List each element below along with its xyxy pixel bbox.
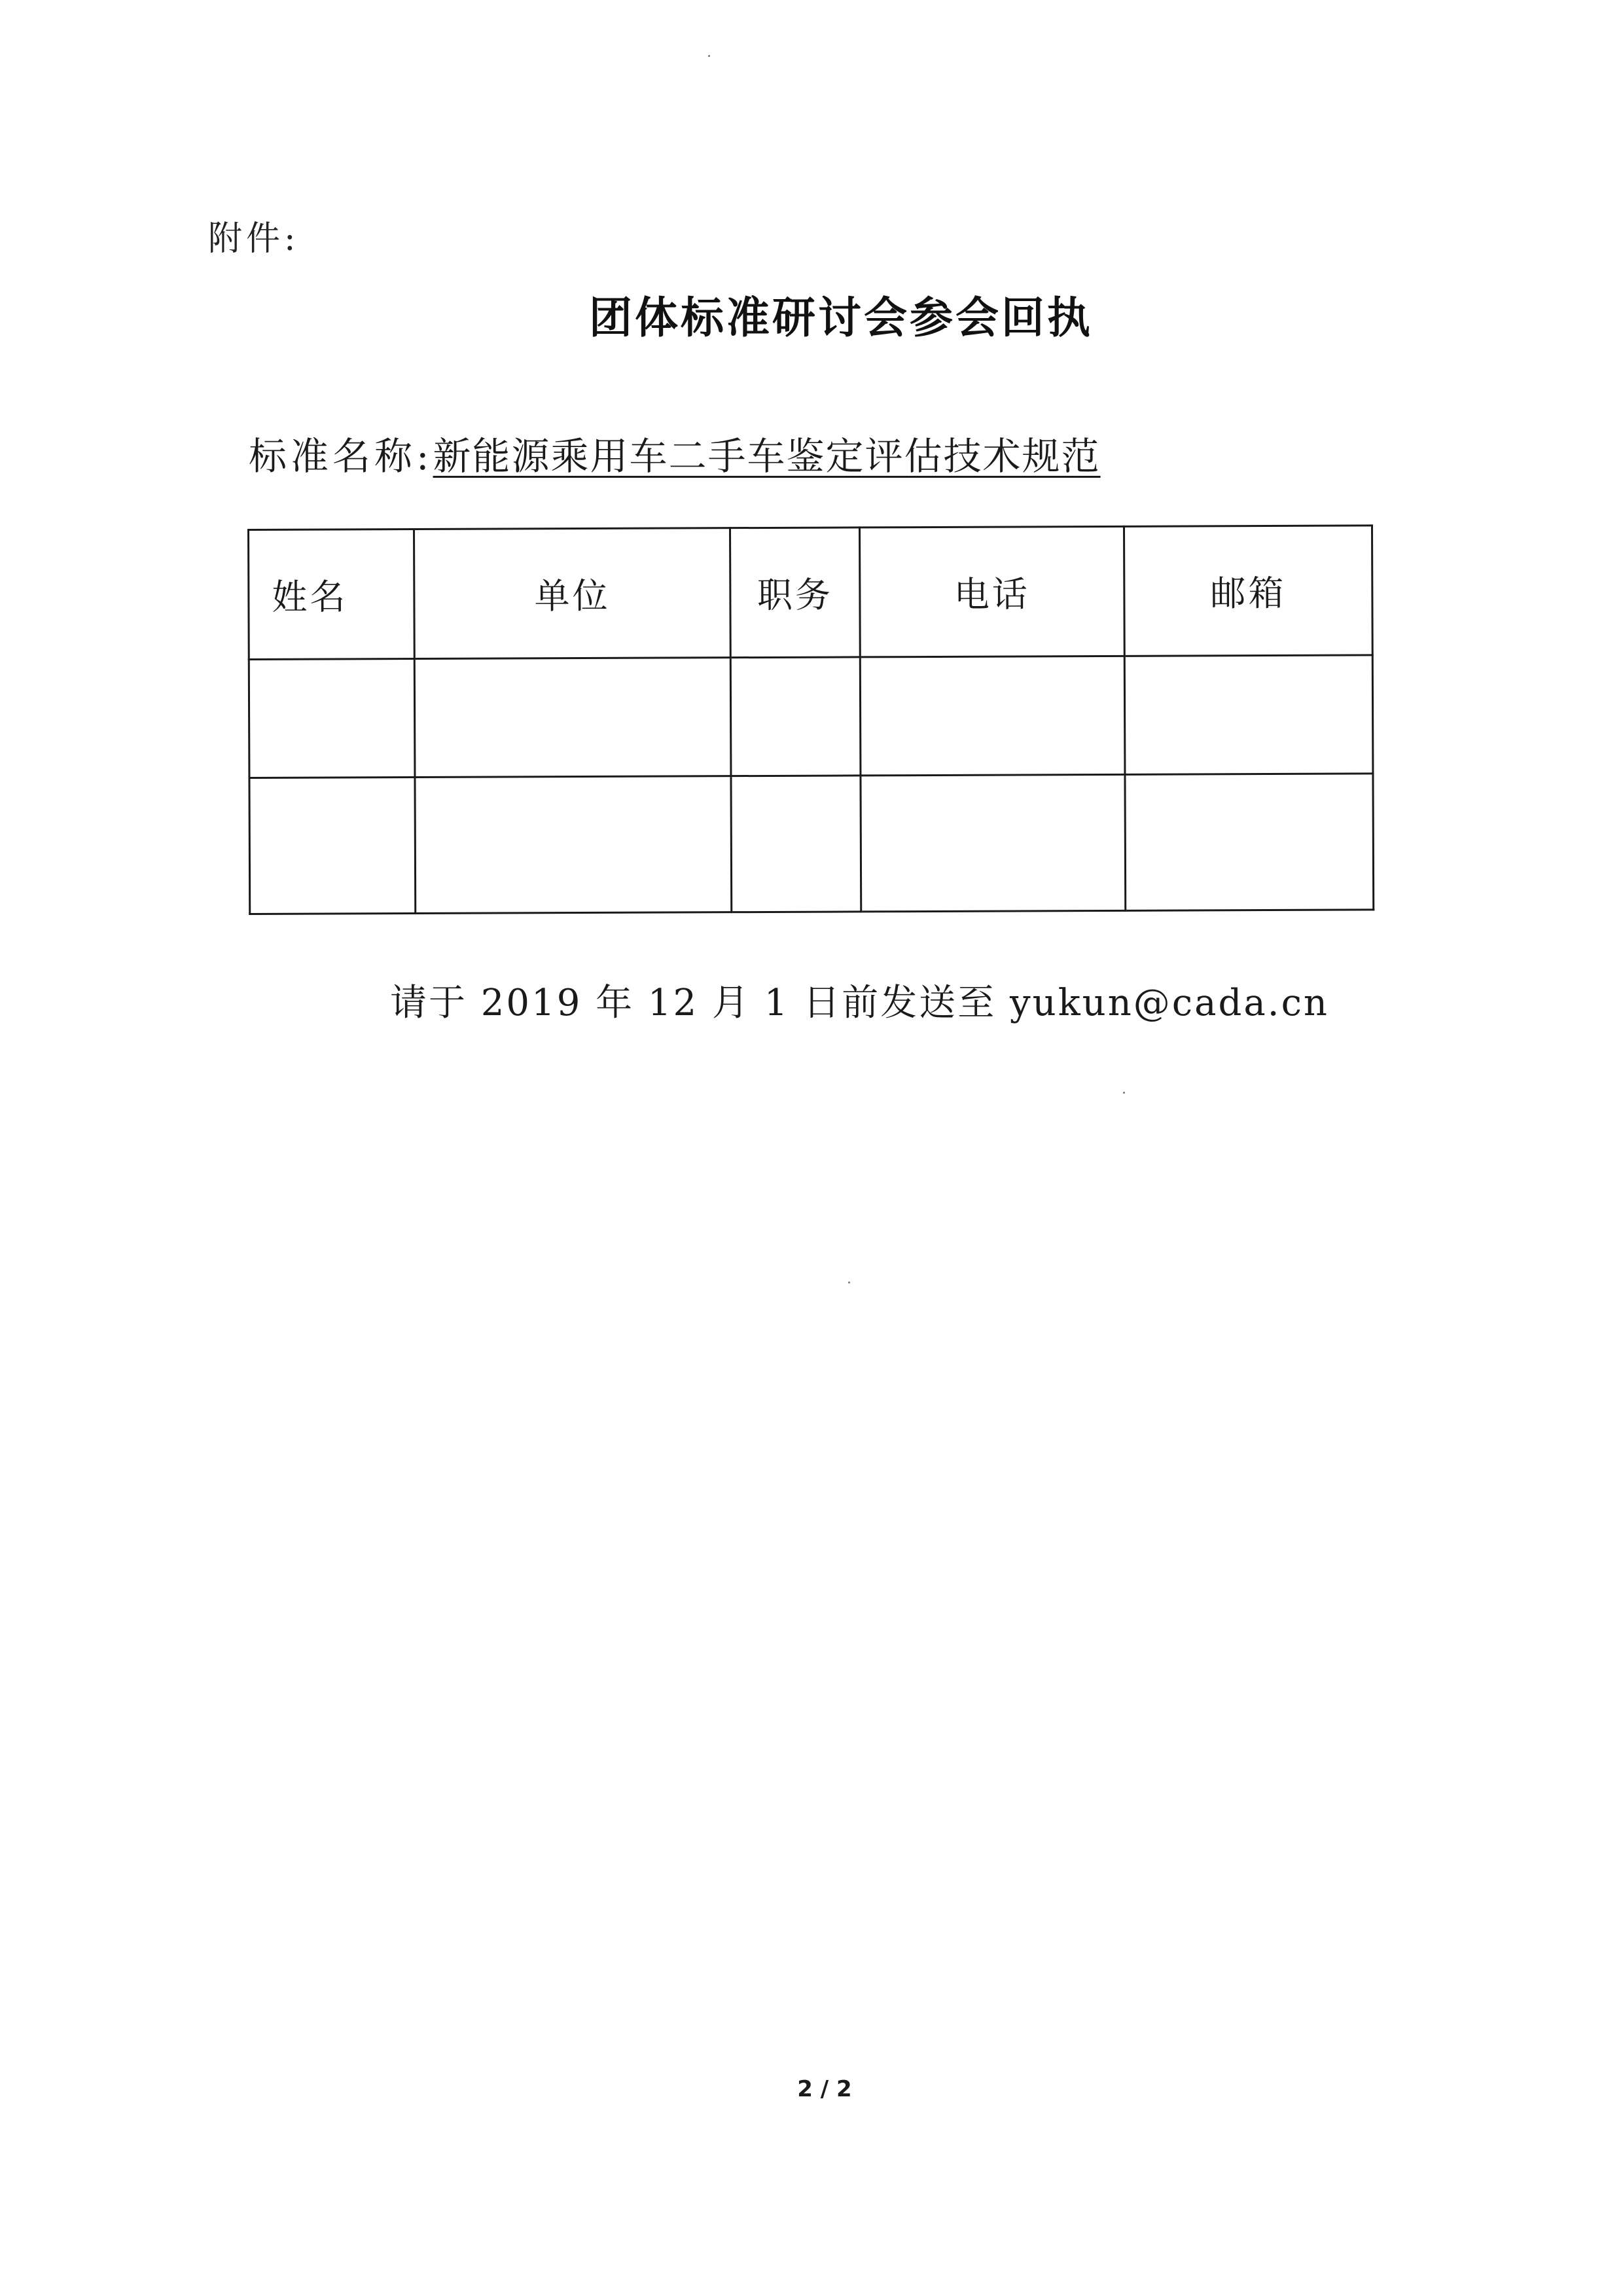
phone-cell[interactable] xyxy=(861,774,1126,912)
standard-name-line xyxy=(249,425,1101,480)
reply-form-table xyxy=(247,524,1374,915)
standard-name-label: 标准名称: xyxy=(249,434,433,478)
scan-speck xyxy=(1123,1092,1125,1094)
header-name xyxy=(249,529,415,660)
header-unit: 单位 xyxy=(414,528,730,659)
email-cell[interactable] xyxy=(1125,774,1374,910)
attachment-label: 附件: xyxy=(208,219,300,259)
name-cell[interactable] xyxy=(249,778,416,914)
header-name-label: 姓名 xyxy=(272,576,348,618)
scan-speck xyxy=(708,55,710,57)
table-header-row xyxy=(249,526,1373,660)
standard-name-value: 新能源乘用车二手车鉴定评估技术规范 xyxy=(433,434,1101,478)
name-cell[interactable] xyxy=(249,659,415,778)
header-position: 职务 xyxy=(730,528,860,658)
unit-cell[interactable] xyxy=(414,658,731,778)
page-number: 2 / 2 xyxy=(797,2076,852,2102)
submission-deadline-note: 请于 2019 年 12 月 1 日前发送至 yukun@cada.cn xyxy=(390,982,1329,1024)
position-cell[interactable] xyxy=(731,657,861,776)
scan-speck xyxy=(848,1282,850,1283)
table-row xyxy=(249,655,1373,778)
email-cell[interactable] xyxy=(1124,655,1373,774)
header-email: 邮箱 xyxy=(1124,526,1373,656)
table-row xyxy=(249,774,1374,914)
document-title: 团体标准研讨会参会回执 xyxy=(589,293,1093,343)
unit-cell[interactable] xyxy=(415,776,732,914)
phone-cell[interactable] xyxy=(860,656,1125,776)
header-phone: 电话 xyxy=(859,526,1124,657)
position-cell[interactable] xyxy=(731,776,861,912)
